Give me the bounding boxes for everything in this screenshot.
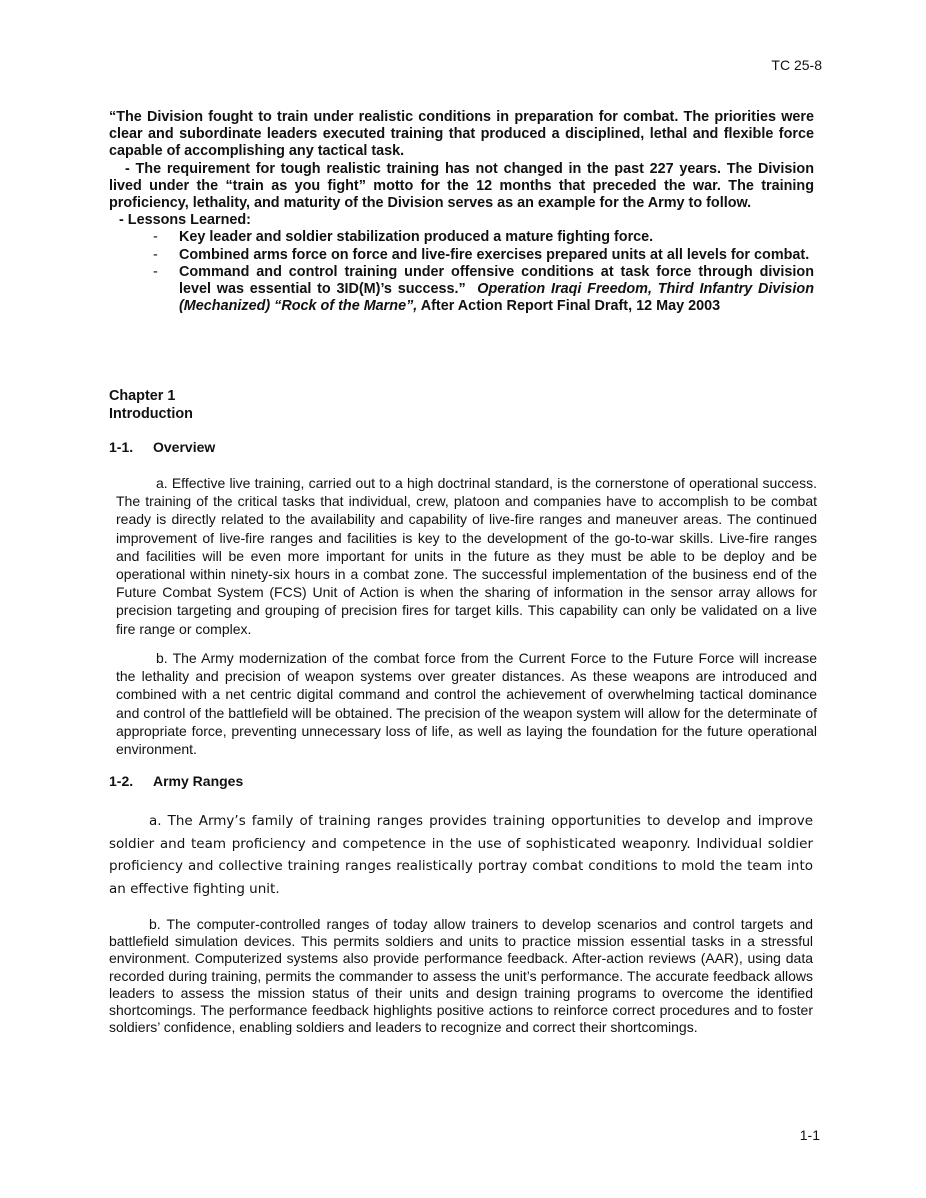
paragraph-1-1-b: b. The Army modernization of the combat force from the Current Force to the Future Force will increase the lethality and precision of weapon systems over greater distances. As these weapons are introduced and combined with a net centric digital command and control the achievement of overwhelming tactical dominance and control of the battlefield will be obtained. The precision of the weapon system will allow for the determinate of appropriate force, preventing unnecessary loss of life, as well as laying the foundation for the future operational environment. xyxy=(116,650,817,758)
lessons-learned-heading: - Lessons Learned: xyxy=(119,212,251,229)
paragraph-1-2-a: a. The Army’s family of training ranges provides training opportunities to develop and improve soldier and team proficiency and competence in the use of sophisticated weaponry. Individual soldier proficiency and collective training ranges realistically portray combat conditions to mold the team into an effective fighting unit. xyxy=(109,813,813,897)
dash-bullet: - xyxy=(153,229,158,246)
citation-rest: After Action Report Final Draft, 12 May 2003 xyxy=(420,298,721,315)
section-heading-army-ranges xyxy=(109,773,243,789)
dash-bullet: - xyxy=(153,246,158,263)
lessons-list xyxy=(109,229,814,315)
list-item: - Key leader and soldier stabilization produced a mature fighting force. xyxy=(153,229,654,246)
paragraph-1-2-b: b. The computer-controlled ranges of today allow trainers to develop scenarios and control targets and battlefield simulation devices. This permits soldiers and units to practice mission essential tasks in a stressful environment. Computerized systems also provide performance feedback. After-action reviews (AAR), using data recorded during training, permits the commander to assess the unit’s performance. The accurate feedback allows leaders to assess the mission status of their units and design training programs to overcome the identified shortcomings. The performance feedback highlights positive actions to reinforce correct procedures and to foster soldiers’ confidence, enabling soldiers and leaders to recognize and correct their shortcomings. xyxy=(109,916,813,1036)
section-number: 1-1. xyxy=(109,439,134,455)
quote-paragraph-2: - The requirement for tough realistic training has not changed in the past 227 years. The Division lived under the “train as you fight” motto for the 12 months that preceded the war. The training proficiency, lethality, and maturity of the Division serves as an example for the Army to follow. xyxy=(109,160,814,212)
list-item: - Command and control training under offensive conditions at task force through division level was essential to 3ID(M)’s success.” Operation Iraqi Freedom, Third Infantry Division (Mechanized) “Rock of the Marne”, After Action Report Final Draft, 12 May 2003 xyxy=(153,263,814,315)
section-heading-overview xyxy=(109,439,215,455)
opening-quote xyxy=(109,109,814,315)
dash-bullet: - xyxy=(153,263,158,280)
page-number: 1-1 xyxy=(799,1127,820,1143)
chapter-label: Chapter 1 xyxy=(109,388,176,404)
list-item: - Combined arms force on force and live-fire exercises prepared units at all levels for combat. xyxy=(153,246,810,263)
paragraph-1-1-a: a. Effective live training, carried out to a high doctrinal standard, is the cornerstone of operational success. The training of the critical tasks that individual, crew, platoon and companies have to accomplish to be combat ready is directly related to the availability and capability of live-fire ranges and maneuver areas. The continued improvement of live-fire ranges and facilities is key to the development of the go-to-war skills. Live-fire ranges and facilities will be even more important for units in the future as they must be able to be deploy and be operational within ninety-six hours in a combat zone. The successful implementation of the business end of the Future Combat System (FCS) Unit of Action is when the sharing of information in the sensor array allows for precision targeting and grouping of precision fires for target kills. This capability can only be validated on a live fire range or complex. xyxy=(116,475,817,637)
section-title: Overview xyxy=(153,439,216,455)
citation-title: Operation Iraqi Freedom, Third Infantry Division (Mechanized) “Rock of the Marne”, xyxy=(179,281,814,315)
document-id: TC 25-8 xyxy=(771,57,822,73)
section-title: Army Ranges xyxy=(153,773,244,789)
chapter-heading xyxy=(109,387,193,423)
chapter-title: Introduction xyxy=(109,406,193,422)
quote-paragraph-1: “The Division fought to train under realistic conditions in preparation for combat. The priorities were clear and subordinate leaders executed training that produced a disciplined, lethal and flexible force capable of accomplishing any tactical task. xyxy=(109,109,814,160)
section-number: 1-2. xyxy=(109,773,134,789)
